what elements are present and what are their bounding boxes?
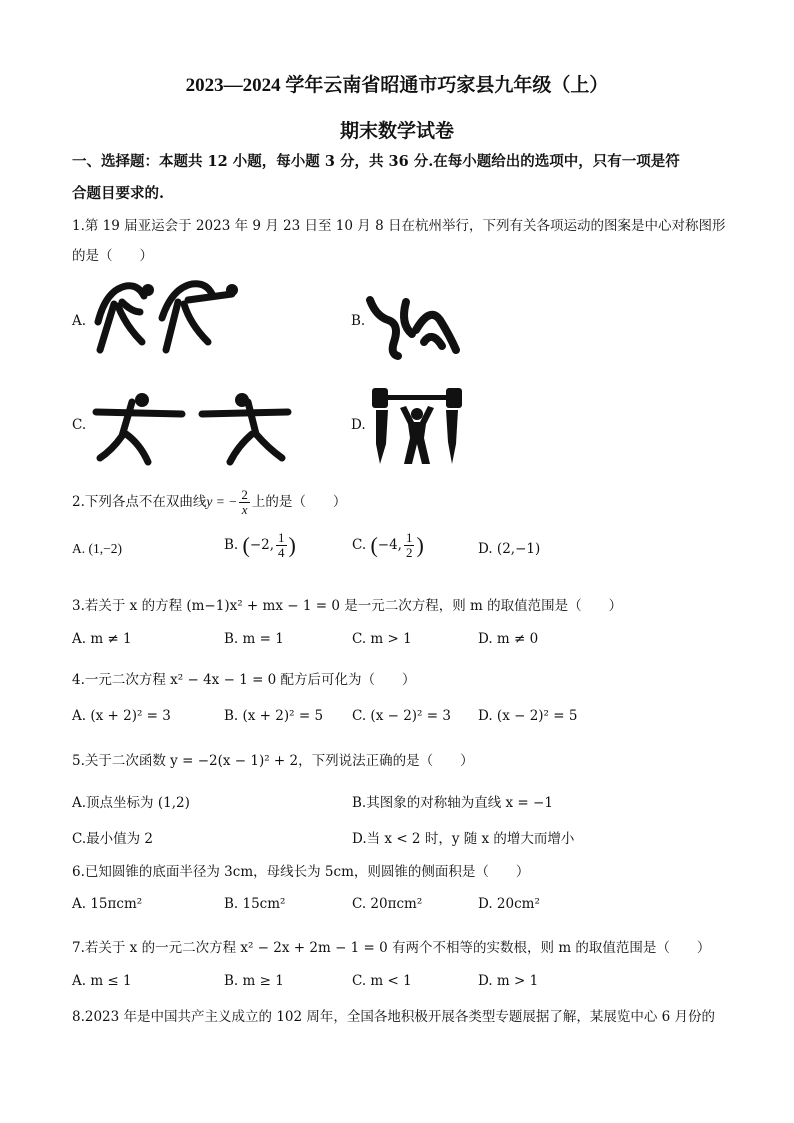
q7-option-a: A. m ≤ 1	[72, 973, 132, 989]
q5-stem: 5.关于二次函数 y = −2(x − 1)² + 2，下列说法正确的是（ ）	[72, 753, 474, 769]
q2-option-b-den: 4	[278, 545, 285, 560]
q1-option-c-label: C.	[72, 417, 87, 433]
q6-option-d: D. 20cm²	[478, 896, 540, 912]
q6-option-c: C. 20πcm²	[352, 896, 423, 912]
q2-stem-suffix: 上的是（ ）	[251, 494, 347, 510]
q6-option-a: A. 15πcm²	[72, 896, 143, 912]
q1-option-d-label: D.	[351, 417, 366, 433]
q2-option-c: C. (−4, $\frac{1}{2}$ )	[352, 530, 424, 560]
q7-stem: 7.若关于 x 的一元二次方程 x² − 2x + 2m − 1 = 0 有两个不相等的实数根，则 m 的取值范围是（ ）	[72, 940, 711, 956]
q6-option-b: B. 15cm²	[224, 896, 286, 912]
q1-option-a-label: A.	[72, 313, 87, 329]
q1-option-c-martial-arts-icon	[92, 384, 298, 468]
q6-stem: 6.已知圆锥的底面半径为 3cm，母线长为 5cm，则圆锥的侧面积是（ ）	[72, 864, 530, 880]
q2-option-c-den: 2	[405, 545, 413, 560]
q2-equation-lhs: y = −	[206, 494, 238, 509]
q7-option-b: B. m ≥ 1	[224, 973, 284, 989]
q2-option-a: A. (1,−2)	[72, 541, 122, 556]
q1-stem-line1: 1.第 19 届亚运会于 2023 年 9 月 23 日至 10 月 8 日在杭州举行，下列有关各项运动的图案是中心对称图形	[72, 218, 726, 234]
q3-option-d: D. m ≠ 0	[478, 631, 539, 647]
exam-title-line2: 期末数学试卷	[339, 121, 454, 142]
q2-option-b-num: 1	[278, 530, 285, 545]
q2-option-b: B. (−2, $\frac{1}{4}$ )	[224, 530, 296, 560]
q2-stem	[72, 488, 346, 517]
q8-stem: 8.2023 年是中国共产主义成立的 102 周年，全国各地积极开展各类型专题展据了解，某展览中心 6 月份的	[72, 1009, 716, 1025]
q2-fraction-denominator: x	[241, 502, 248, 517]
q1-stem-line2: 的是（ ）	[72, 248, 153, 264]
q1-option-b-swimming-icon	[364, 280, 464, 364]
q3-option-b: B. m = 1	[224, 631, 284, 647]
q2-option-b-label: B.	[224, 537, 239, 553]
q4-option-b: B. (x + 2)² = 5	[224, 708, 324, 724]
q2-option-b-x: −2,	[249, 537, 275, 553]
q4-stem: 4.一元二次方程 x² − 4x − 1 = 0 配方后可化为（ ）	[72, 672, 416, 688]
q3-stem: 3.若关于 x 的方程 (m−1)x² + mx − 1 = 0 是一元二次方程，则 m 的取值范围是（ ）	[72, 598, 623, 614]
q5-option-a: A.顶点坐标为 (1,2)	[72, 795, 190, 811]
q5-option-d: D.当 x < 2 时，y 随 x 的增大而增小	[352, 831, 575, 847]
q2-stem-prefix: 2.下列各点不在双曲线	[72, 494, 207, 510]
section-header-line2: 合题目要求的.	[72, 185, 165, 202]
q4-option-d: D. (x − 2)² = 5	[478, 708, 578, 724]
q1-option-b-label: B.	[351, 313, 366, 329]
q2-fraction-numerator: 2	[241, 487, 248, 502]
q3-option-a: A. m ≠ 1	[72, 631, 132, 647]
section-header-line1: 一、选择题：本题共 12 小题，每小题 3 分，共 36 分.在每小题给出的选项中，只有一项是符	[72, 153, 680, 170]
q5-option-b: B.其图象的对称轴为直线 x = −1	[352, 795, 553, 811]
q3-option-c: C. m > 1	[352, 631, 412, 647]
q2-option-c-num: 1	[405, 530, 413, 545]
q4-option-c: C. (x − 2)² = 3	[352, 708, 451, 724]
q1-option-d-weightlifting-icon	[370, 384, 464, 470]
q5-option-c: C.最小值为 2	[72, 831, 154, 847]
q7-option-d: D. m > 1	[478, 973, 539, 989]
q2-option-d: D. (2,−1)	[478, 541, 541, 557]
q2-option-c-label: C.	[352, 537, 367, 553]
q7-option-c: C. m < 1	[352, 973, 412, 989]
q1-option-a-fencing-icon	[92, 276, 242, 360]
q2-option-c-x: −4,	[377, 537, 402, 553]
exam-title-line1: 2023—2024 学年云南省昭通市巧家县九年级（上）	[185, 75, 609, 96]
q2-fraction	[239, 488, 250, 517]
q4-option-a: A. (x + 2)² = 3	[72, 708, 171, 724]
